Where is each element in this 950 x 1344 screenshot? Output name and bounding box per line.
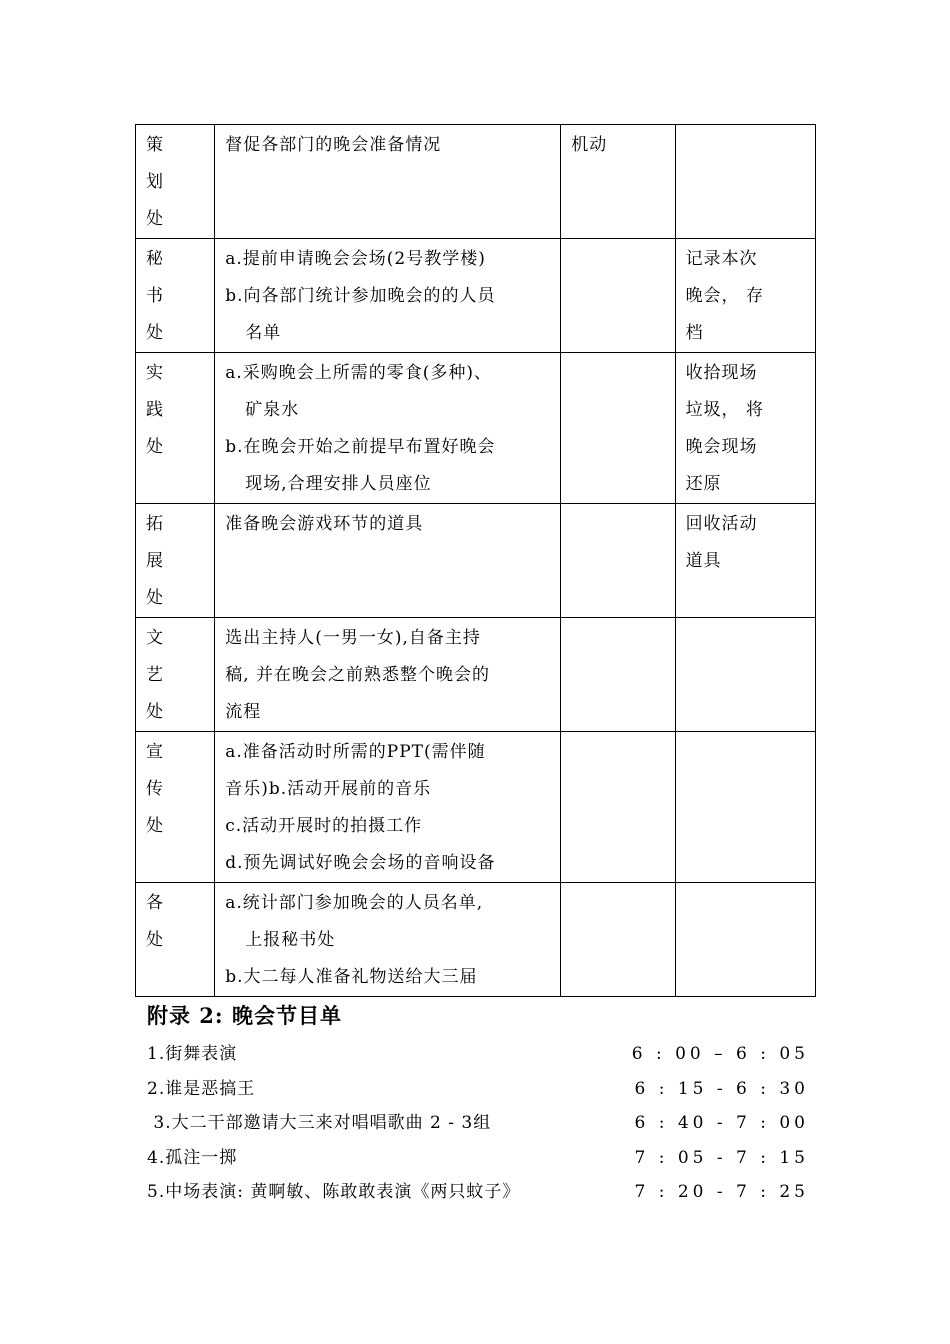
program-time: 7 : 05 - 7 : 15: [634, 1147, 809, 1168]
dept-cell: 拓 展 处: [136, 504, 215, 618]
after-line: 晚会， 存: [685, 286, 764, 306]
task-line: c.活动开展时的拍摄工作: [225, 816, 423, 836]
program-time: 6 : 40 - 7 : 00: [634, 1113, 809, 1133]
after-cell: [675, 883, 815, 997]
task-line: b.在晚会开始之前提早布置好晚会: [225, 437, 496, 457]
table-row: [136, 732, 816, 883]
table-row: [136, 353, 816, 504]
table-row: [136, 239, 816, 353]
timing-cell: [561, 883, 675, 997]
after-cell: [675, 504, 815, 618]
dept-cell: 秘 书 处: [136, 239, 215, 353]
program-name: 2.谁是恶搞王: [147, 1078, 256, 1099]
task-line: 稿, 并在晚会之前熟悉整个晚会的: [225, 665, 491, 685]
timing-cell: 机动: [561, 125, 675, 239]
after-cell: [675, 732, 815, 883]
program-time: 6 : 00 – 6 : 05: [631, 1044, 809, 1064]
after-cell: [675, 239, 815, 353]
timing-cell: [561, 504, 675, 618]
task-line: 流程: [225, 702, 262, 722]
tasks-cell: [215, 618, 561, 732]
task-line: d.预先调试好晚会会场的音响设备: [225, 853, 496, 873]
task-line: a.提前申请晚会会场(2号教学楼): [225, 249, 486, 269]
task-line: a.准备活动时所需的PPT(需伴随: [225, 742, 486, 762]
dept-cell: 宣 传 处: [136, 732, 215, 883]
task-line: 名单: [245, 323, 282, 343]
tasks-cell: [215, 353, 561, 504]
program-name: 4.孤注一掷: [147, 1147, 238, 1168]
timing-cell: [561, 353, 675, 504]
tasks-cell: [215, 883, 561, 997]
task-line: 现场,合理安排人员座位: [245, 474, 432, 494]
tasks-cell: [215, 504, 561, 618]
after-cell: [675, 125, 815, 239]
program-time: 7 : 20 - 7 : 25: [634, 1182, 809, 1202]
program-name: 3.大二干部邀请大三来对唱唱歌曲 2 - 3组: [147, 1113, 492, 1133]
timing-cell: [561, 239, 675, 353]
dept-cell: 文 艺 处: [136, 618, 215, 732]
task-line: b.大二每人准备礼物送给大三届: [225, 967, 478, 987]
task-line: 准备晚会游戏环节的道具: [225, 514, 424, 534]
after-line: 档: [685, 323, 704, 343]
program-item: [147, 1075, 809, 1110]
appendix-title: 附录 2: 晚会节目单: [147, 1003, 342, 1028]
program-item: [147, 1178, 809, 1213]
program-item: [147, 1109, 809, 1144]
after-cell: [675, 353, 815, 504]
after-line: 垃圾， 将: [685, 400, 764, 420]
after-line: 回收活动: [685, 514, 758, 534]
program-item: [147, 1144, 809, 1179]
after-line: 道具: [685, 551, 722, 571]
table-row: [136, 504, 816, 618]
timing-cell: [561, 618, 675, 732]
task-table: [135, 124, 816, 997]
after-line: 记录本次: [685, 249, 758, 269]
program-item: [147, 1040, 809, 1075]
dept-cell: 实 践 处: [136, 353, 215, 504]
task-line: 矿泉水: [245, 400, 300, 420]
program-time: 6 : 15 - 6 : 30: [634, 1078, 809, 1099]
task-line: 督促各部门的晚会准备情况: [225, 135, 442, 155]
after-line: 晚会现场: [685, 437, 758, 457]
task-line: a.采购晚会上所需的零食(多种)、: [225, 363, 493, 383]
task-line: b.向各部门统计参加晚会的的人员: [225, 286, 496, 306]
table-row: [136, 883, 816, 997]
program-list: [147, 1040, 809, 1213]
task-line: 上报秘书处: [245, 930, 336, 950]
task-line: 音乐)b.活动开展前的音乐: [225, 779, 432, 799]
program-name: 1.街舞表演: [147, 1044, 238, 1064]
table-row: [136, 125, 816, 239]
tasks-cell: [215, 239, 561, 353]
timing-cell: [561, 732, 675, 883]
table-row: [136, 618, 816, 732]
after-cell: [675, 618, 815, 732]
program-name: 5.中场表演: 黄啊敏、陈敢敢表演《两只蚊子》: [147, 1182, 521, 1202]
tasks-cell: [215, 125, 561, 239]
after-line: 还原: [685, 474, 722, 494]
after-line: 收拾现场: [685, 363, 758, 383]
dept-cell: 各 处: [136, 883, 215, 997]
task-line: a.统计部门参加晚会的人员名单,: [225, 893, 484, 913]
tasks-cell: [215, 732, 561, 883]
dept-cell: 策 划 处: [136, 125, 215, 239]
task-line: 选出主持人(一男一女),自备主持: [225, 628, 481, 648]
